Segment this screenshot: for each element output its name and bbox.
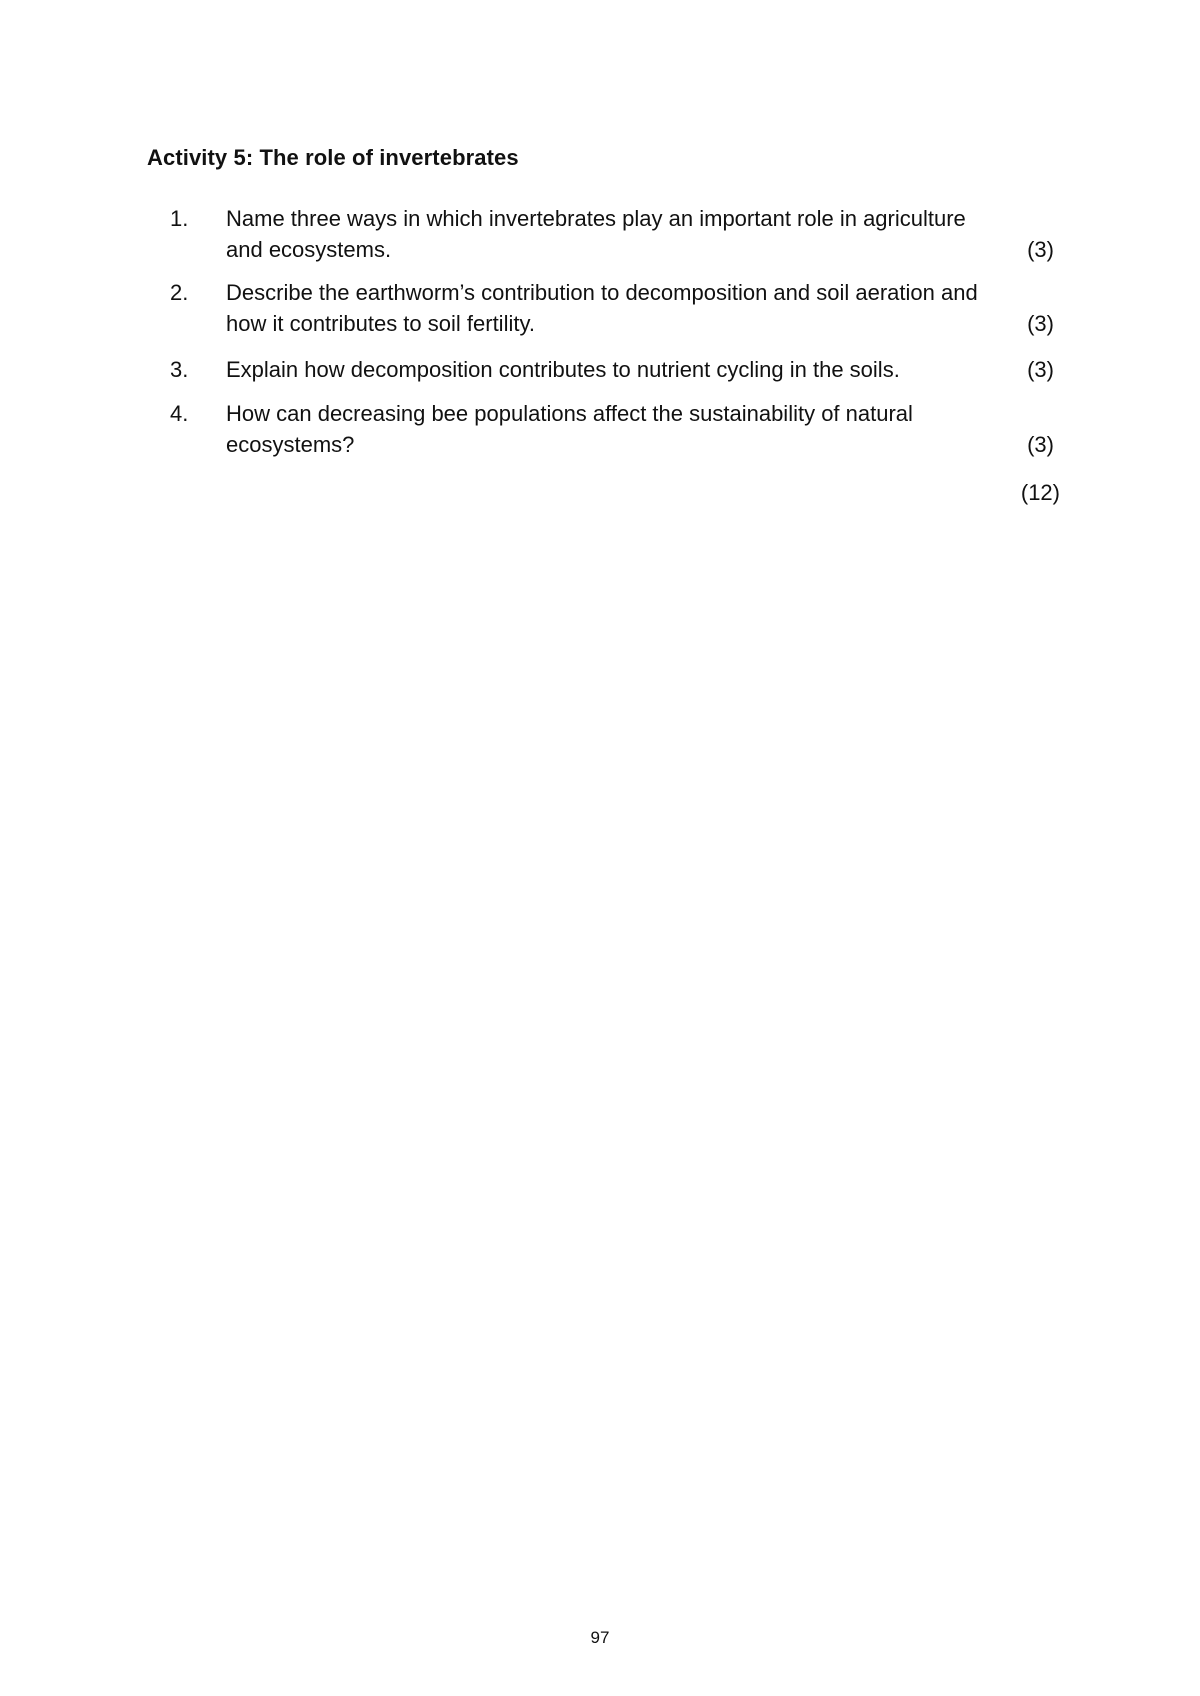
question-marks: (3) [1027,311,1054,336]
page-number: 97 [590,1628,610,1647]
question-text-line: Describe the earthworm’s contribution to decomposition and soil aeration and [226,280,978,305]
question-text-line: ecosystems? [226,432,355,457]
question-number: 4. [170,401,189,426]
question-number: 1. [170,206,189,231]
question-number: 3. [170,357,189,382]
question-text-line: how it contributes to soil fertility. [226,311,535,336]
question-text-line: Explain how decomposition contributes to nutrient cycling in the soils. [226,357,900,382]
question-text-line: and ecosystems. [226,237,392,262]
total-marks: (12) [1020,480,1060,505]
question-marks: (3) [1027,357,1054,382]
question-number: 2. [170,280,189,305]
question-marks: (3) [1027,432,1054,457]
activity-title: Activity 5: The role of invertebrates [147,145,519,170]
question-text-line: How can decreasing bee populations affect the sustainability of natural [226,401,913,426]
question-text-line: Name three ways in which invertebrates play an important role in agriculture [226,206,966,231]
question-marks: (3) [1027,237,1054,262]
